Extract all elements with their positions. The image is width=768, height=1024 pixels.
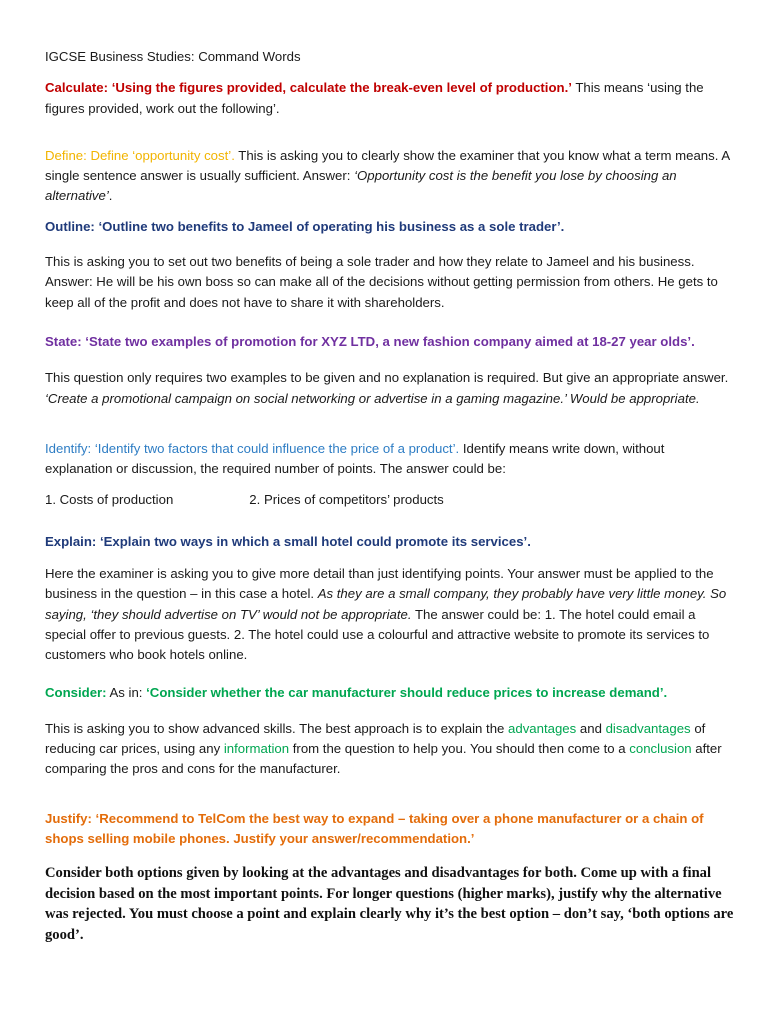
document-page: [45, 44, 735, 945]
keyword-disadvantages: disadvantages: [605, 720, 691, 736]
identify-section: [45, 439, 735, 480]
identify-point-2: 2. Prices of competitors’ products: [249, 492, 444, 508]
define-label: Define: Define ‘opportunity cost’.: [45, 147, 235, 163]
state-heading: State: ‘State two examples of promotion for XYZ LTD, a new fashion company aimed at 18-27 year olds’.: [45, 333, 695, 349]
state-text: This question only requires two examples to be given and no explanation is required. But give an appropriate answer.: [45, 370, 729, 386]
explain-section: [45, 564, 735, 665]
document-title: IGCSE Business Studies: Command Words: [45, 49, 301, 64]
keyword-conclusion: conclusion: [629, 741, 692, 757]
consider-label: Consider:: [45, 684, 107, 700]
define-answer: ‘Opportunity cost is the benefit you lose by choosing an alternative’: [45, 168, 677, 204]
calculate-question: ‘Using the figures provided, calculate the break-even level of production.’: [111, 80, 572, 96]
identify-point-1: 1. Costs of production: [45, 492, 174, 508]
identify-text: Identify means write down, without explanation or discussion, the required number of points. The answer could be:: [45, 440, 665, 477]
calculate-label: Calculate:: [45, 80, 112, 96]
justify-heading: Justify: ‘Recommend to TelCom the best way to expand – taking over a phone manufacturer or a chain of shops selling mobile phones. Justify your answer/recommendation.’: [45, 810, 704, 847]
identify-label: Identify: ‘Identify two factors that could influence the price of a product’.: [45, 440, 460, 456]
define-text: This is asking you to clearly show the examiner that you know what a term means. A single sentence answer is usually sufficient. Answer:: [45, 147, 730, 184]
define-section: Define: Define ‘opportunity cost’. This is asking you to clearly show the examiner that you know what a term means. A single sentence answer is usually sufficient. Answer: ‘Opportunity cost is the benefit you lose by choosing an alternative’.: [45, 147, 730, 204]
keyword-advantages: advantages: [508, 720, 577, 736]
explain-text-1: Here the examiner is asking you to give more detail than just identifying points. Your answer must be applied to the business in the question – in this case a hotel.: [45, 566, 714, 602]
calculate-section: [45, 78, 735, 119]
keyword-information: information: [223, 741, 290, 757]
state-answer: ‘Create a promotional campaign on social networking or advertise in a gaming magazine.’ Would be appropriate.: [45, 390, 700, 406]
outline-text: This is asking you to set out two benefits of being a sole trader and how they relate to Jameel and his business. Answer: He will be his own boss so can make all of the decisions without getting permission from others. He gets to keep all of the profit and does not have to share it with shareholders.: [45, 254, 718, 310]
identify-points: [45, 490, 735, 510]
calculate-text: This means ‘using the figures provided, work out the following’.: [45, 80, 704, 116]
explain-italic: As they are a small company, they probably have very little money. So saying, ‘they should advertise on TV’ would not be appropriate.: [45, 586, 727, 622]
explain-heading: Explain: ‘Explain two ways in which a small hotel could promote its services’.: [45, 533, 531, 549]
explain-text-2: The answer could be: 1. The hotel could email a special offer to previous guests. 2. The hotel could use a colourful and attractive website to promote its services to customers who book hotels online.: [45, 606, 710, 663]
consider-heading: Consider: As in: ‘Consider whether the car manufacturer should reduce prices to increase demand’.: [45, 684, 668, 700]
state-section: [45, 368, 735, 409]
justify-text: Consider both options given by looking at the advantages and disadvantages for both. Come up with a final decision based on the most important points. For longer questions (higher marks), justify why the alternative was rejected. You must choose a point and explain clearly why it’s the best option – don’t say, ‘both options are good’.: [45, 865, 734, 943]
outline-heading: Outline: ‘Outline two benefits to Jameel of operating his business as a sole trader’.: [45, 218, 565, 234]
consider-question: ‘Consider whether the car manufacturer should reduce prices to increase demand’.: [146, 684, 668, 700]
consider-text: This is asking you to show advanced skills. The best approach is to explain the advantages and disadvantages of reducing car prices, using any information from the question to help you. You should then come to a conclusion after comparing the pros and cons for the manufacturer.: [45, 720, 722, 777]
